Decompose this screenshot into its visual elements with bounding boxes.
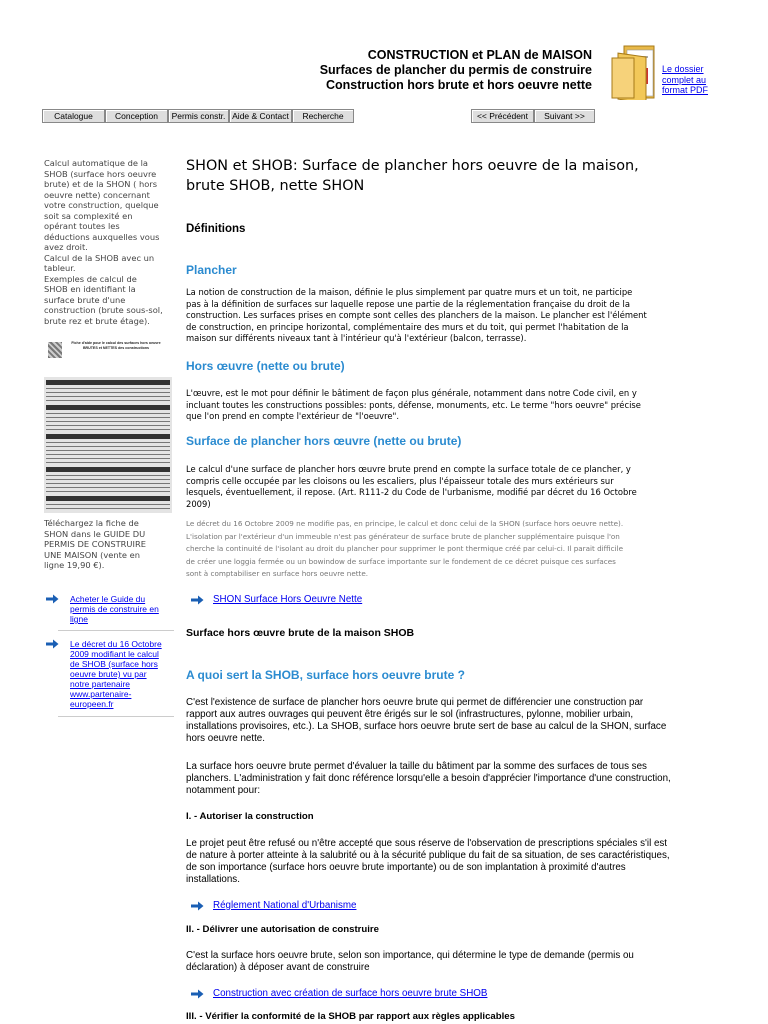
sidebar-intro-line: oeuvre nette) concernant — [44, 189, 150, 200]
pdf-link-line-3[interactable]: format PDF — [662, 85, 709, 95]
page-title — [186, 156, 746, 196]
decret-note — [186, 518, 748, 581]
note-line: cherche la continuité de l'isolant au droit du plancher pour supprimer le pont thermique créé par celui-ci. Il parait difficile — [186, 544, 623, 553]
arrow-right-icon — [191, 989, 204, 999]
sidebar-intro-line: soit sa complexité en — [44, 210, 133, 221]
nav-catalogue-button[interactable]: Catalogue — [42, 109, 105, 123]
arrow-right-icon — [46, 639, 59, 649]
site-title-line-2: Surfaces de plancher du permis de construire — [319, 63, 592, 77]
form-thumbnail-row — [46, 508, 170, 509]
surface-paragraph — [186, 464, 746, 510]
note-line: L'isolation par l'extérieur d'un immeuble n'est pas générateur de surface brute de plancher supplémentaire puisque l'on — [186, 531, 620, 541]
aquoi-sert-paragraph — [186, 697, 748, 745]
paragraph-line: maison sur différents niveaux tant à l'intérieur qu'à l'extérieur (balcon, terrasse). — [186, 333, 527, 343]
nav-suivant-button[interactable]: Suivant >> — [534, 109, 595, 123]
folder-icon[interactable] — [610, 44, 656, 100]
site-title — [300, 48, 592, 93]
link-construction-shob[interactable]: Construction avec création de surface hors oeuvre brute SHOB — [213, 988, 488, 999]
form-thumbnail-row — [46, 475, 170, 476]
form-thumbnail-row — [46, 487, 170, 488]
sidebar-link-line[interactable]: permis de construire en — [70, 604, 159, 614]
form-thumbnail-row — [46, 479, 170, 480]
note-line: sont à comptabiliser en surface hors oeuvre nette. — [186, 569, 369, 578]
sidebar-intro-line: votre construction, quelque — [44, 200, 159, 210]
sidebar-download-line: ligne 19,90 €). — [44, 560, 105, 570]
sidebar-download-line: UNE MAISON (vente en — [44, 549, 140, 560]
definitions-heading: Définitions — [186, 223, 246, 235]
nav-precedent-button[interactable]: << Précédent — [471, 109, 534, 123]
nav-permis-button[interactable]: Permis constr. — [168, 109, 229, 123]
pdf-link-line-1[interactable]: Le dossier — [662, 64, 704, 74]
sidebar-intro-line: surface brute d'une — [44, 294, 126, 305]
section-1-paragraph — [186, 838, 748, 886]
surface-hors-oeuvre-heading: Surface de plancher hors œuvre (nette ou brute) — [186, 434, 462, 448]
sidebar-link-line[interactable]: 2009 modifiant le calcul — [70, 649, 159, 659]
taille-paragraph — [186, 761, 748, 797]
section-2-heading: II. - Délivrer une autorisation de construire — [186, 924, 379, 935]
sidebar-download-line: Téléchargez la fiche de — [44, 518, 139, 528]
form-thumbnail-row — [46, 483, 170, 484]
form-thumbnail-row — [46, 446, 170, 447]
paragraph-line: installations. — [186, 874, 240, 885]
sidebar-link-line[interactable]: notre partenaire — [70, 679, 131, 689]
form-thumbnail-row — [46, 504, 170, 505]
paragraph-line: Le calcul d'une surface de plancher hors œuvre brute prend en compte la surface totale de ce plancher, y — [186, 464, 631, 474]
nav-aide-contact-button[interactable]: Aide & Contact — [229, 109, 292, 123]
form-thumbnail-row — [46, 425, 170, 426]
sidebar-intro-line: SHOB en identifiant la — [44, 284, 136, 294]
sidebar-link-line[interactable]: de SHOB (surface hors — [70, 659, 158, 669]
sidebar-intro-line: opérant toutes les — [44, 221, 120, 231]
paragraph-line: La notion de construction de la maison, définie le plus simplement par quatre murs et un toit, ne participe — [186, 287, 633, 297]
form-thumbnail-row — [46, 450, 170, 451]
sidebar-intro-line: déductions auxquelles vous — [44, 231, 160, 242]
section-1-heading: I. - Autoriser la construction — [186, 811, 314, 822]
form-thumbnail-row — [46, 396, 170, 397]
link-shon[interactable]: SHON Surface Hors Oeuvre Nette — [213, 594, 363, 605]
form-thumbnail-row — [46, 400, 170, 401]
arrow-right-icon — [191, 595, 204, 605]
paragraph-line: incluant toutes les constructions possibles: ponts, défense, monuments, etc. Le terme "hors oeuvre" précise — [186, 399, 641, 410]
plancher-paragraph — [186, 287, 746, 345]
sidebar-download-text — [44, 518, 172, 571]
paragraph-line: construction. Les surfaces prises en compte sont celles des planchers de la maison. Le plancher est l'élément — [186, 310, 647, 320]
site-title-line-1: CONSTRUCTION et PLAN de MAISON — [367, 48, 592, 62]
page-title-line: brute SHOB, nette SHON — [186, 178, 365, 194]
hors-oeuvre-heading: Hors œuvre (nette ou brute) — [186, 359, 345, 373]
form-thumbnail-row — [46, 491, 170, 492]
note-line: de créer une loggia fermée ou un bowindow de surface importante sur le fondement de ce décret puisque ces surfaces — [186, 556, 616, 566]
form-thumbnail-row — [46, 467, 170, 472]
sidebar-download-line: SHON dans le GUIDE DU — [44, 528, 146, 539]
shob-heading: Surface hors œuvre brute de la maison SHOB — [186, 627, 415, 639]
sidebar-link-line[interactable]: ligne — [70, 614, 88, 624]
sidebar-doc-title-line: BRUTES et NETTES des constructions — [82, 346, 150, 350]
sidebar-link-line[interactable]: Le décret du 16 Octobre — [70, 639, 162, 649]
paragraph-line: 2009) — [186, 498, 211, 509]
arrow-right-icon — [191, 901, 204, 911]
form-thumbnail-row — [46, 454, 170, 455]
form-thumbnail-row — [46, 392, 170, 393]
form-thumbnail-row — [46, 421, 170, 422]
form-thumbnail-row — [46, 429, 170, 430]
form-thumbnail-row — [46, 413, 170, 414]
form-thumbnail-row — [46, 462, 170, 463]
form-thumbnail-row — [46, 434, 170, 439]
section-2-paragraph — [186, 950, 748, 974]
sidebar-intro — [44, 158, 172, 326]
sidebar-divider — [58, 716, 174, 717]
paragraph-line: déclaration) à déposer avant de construire — [186, 962, 370, 973]
sidebar-doc-title — [66, 341, 166, 351]
sidebar-link-line[interactable]: www.partenaire- — [70, 689, 132, 699]
pdf-link-line-2[interactable]: complet au — [662, 74, 707, 85]
paragraph-line: rapport aux autres ouvrages qui peuvent être érigés sur le sol (infrastructures, pylonne, mobilier urbain, — [186, 709, 634, 720]
form-thumbnail-row — [46, 405, 170, 410]
paragraph-line: que l'on prend en compte l'extérieur de "l'oeuvre". — [186, 411, 400, 421]
paragraph-line: de son importance (surface hors oeuvre brute importante) ou de son implantation à proximité d'autres — [186, 862, 626, 873]
shon-form-thumbnail[interactable] — [44, 377, 172, 513]
page-title-line: SHON et SHOB: Surface de plancher hors oeuvre de la maison, — [186, 158, 639, 174]
paragraph-line: compris celle occupée par les cloisons ou les escaliers, plus l'épaisseur totale des murs extérieurs sur — [186, 475, 614, 486]
nav-conception-button[interactable]: Conception — [105, 109, 168, 123]
plancher-heading: Plancher — [186, 263, 237, 277]
sidebar-intro-line: construction (brute sous-sol, — [44, 305, 163, 315]
sidebar-link-decret[interactable] — [70, 639, 174, 709]
republic-logo-icon — [48, 342, 62, 358]
nav-recherche-button[interactable]: Recherche — [292, 109, 354, 123]
paragraph-line: hors oeuvre nette. — [186, 733, 265, 744]
hors-oeuvre-paragraph — [186, 388, 746, 423]
paragraph-line: Le projet peut être refusé ou n'être accepté que sous réserve de l'observation de prescriptions spéciales s'il est — [186, 838, 668, 849]
paragraph-line: de nature à porter atteinte à la salubrité ou à la sécurité publique du fait de sa situation, de ses caractéristiques, — [186, 850, 670, 861]
sidebar-link-line[interactable]: oeuvre brute) vu par — [70, 669, 147, 679]
paragraph-line: de construction, en principe horizontal, complémentaire des murs et du toit, qui permet l'habitation de la — [186, 321, 629, 332]
sidebar-intro-line: Calcul de la SHOB avec un — [44, 252, 155, 263]
paragraph-line: installations provisoires, etc.). La SHOB, surface hors oeuvre brute sert de base au calcul de la SHON, surface — [186, 721, 667, 732]
aquoi-sert-heading: A quoi sert la SHOB, surface hors oeuvre brute ? — [186, 668, 465, 682]
paragraph-line: lesquels, éventuellement, il repose. (Art. R111-2 du Code de l'urbanisme, modifié par décret du 16 Octobre — [186, 487, 637, 497]
sidebar-intro-line: Calcul automatique de la — [44, 158, 149, 168]
form-thumbnail-row — [46, 388, 170, 389]
sidebar-link-acheter-guide[interactable] — [70, 594, 174, 624]
sidebar-intro-line: SHOB (surface hors oeuvre — [44, 168, 157, 179]
paragraph-line: L'œuvre, est le mot pour définir le bâtiment de façon plus générale, notamment dans notre Code civil, en y — [186, 388, 637, 398]
site-title-line-3: Construction hors brute et hors oeuvre nette — [325, 78, 592, 92]
sidebar-intro-line: brute rez et brute étage). — [44, 315, 150, 326]
sidebar-link-line[interactable]: europeen.fr — [70, 699, 114, 709]
paragraph-line: C'est l'existence de surface de plancher hors oeuvre brute qui permet de différencier une construction par — [186, 697, 644, 708]
arrow-right-icon — [46, 594, 59, 604]
form-thumbnail-row — [46, 380, 170, 385]
sidebar-download-line: PERMIS DE CONSTRUIRE — [44, 539, 146, 549]
sidebar-intro-line: tableur. — [44, 263, 76, 273]
paragraph-line: C'est la surface hors oeuvre brute, selon son importance, qui détermine le type de demande (permis ou — [186, 950, 634, 961]
form-thumbnail-row — [46, 458, 170, 459]
note-line: Le décret du 16 Octobre 2009 ne modifie pas, en principe, le calcul et donc celui de la SHON (surface hors oeuvre nette). — [186, 519, 624, 528]
paragraph-line: La surface hors oeuvre brute permet d'évaluer la taille du bâtiment par la somme des surfaces de tous ses — [186, 761, 647, 772]
sidebar-divider — [58, 630, 174, 631]
form-thumbnail-row — [46, 417, 170, 418]
sidebar-intro-line: avez droit. — [44, 242, 88, 252]
section-3-heading: III. - Vérifier la conformité de la SHOB par rapport aux règles applicables — [186, 1011, 515, 1022]
sidebar-link-line[interactable]: Acheter le Guide du — [70, 594, 146, 604]
form-thumbnail-row — [46, 496, 170, 501]
form-thumbnail-row — [46, 442, 170, 443]
sidebar-intro-line: brute) et de la SHON ( hors — [44, 179, 158, 189]
paragraph-line: planchers. L'administration y fait donc référence lorsqu'elle a besoin d'apprécier l'importance d'une construction, — [186, 773, 671, 784]
link-rnu[interactable]: Réglement National d'Urbanisme — [213, 900, 357, 911]
sidebar-doc-title-line: Fiche d'aide pour le calcul des surfaces hors oeuvre — [71, 341, 161, 345]
pdf-dossier-link[interactable] — [662, 64, 722, 96]
paragraph-line: notamment pour: — [186, 785, 261, 796]
sidebar-intro-line: Exemples de calcul de — [44, 273, 137, 284]
paragraph-line: pas à la définition de surfaces sur laquelle repose une partie de la réglementation française du droit de la — [186, 298, 630, 309]
